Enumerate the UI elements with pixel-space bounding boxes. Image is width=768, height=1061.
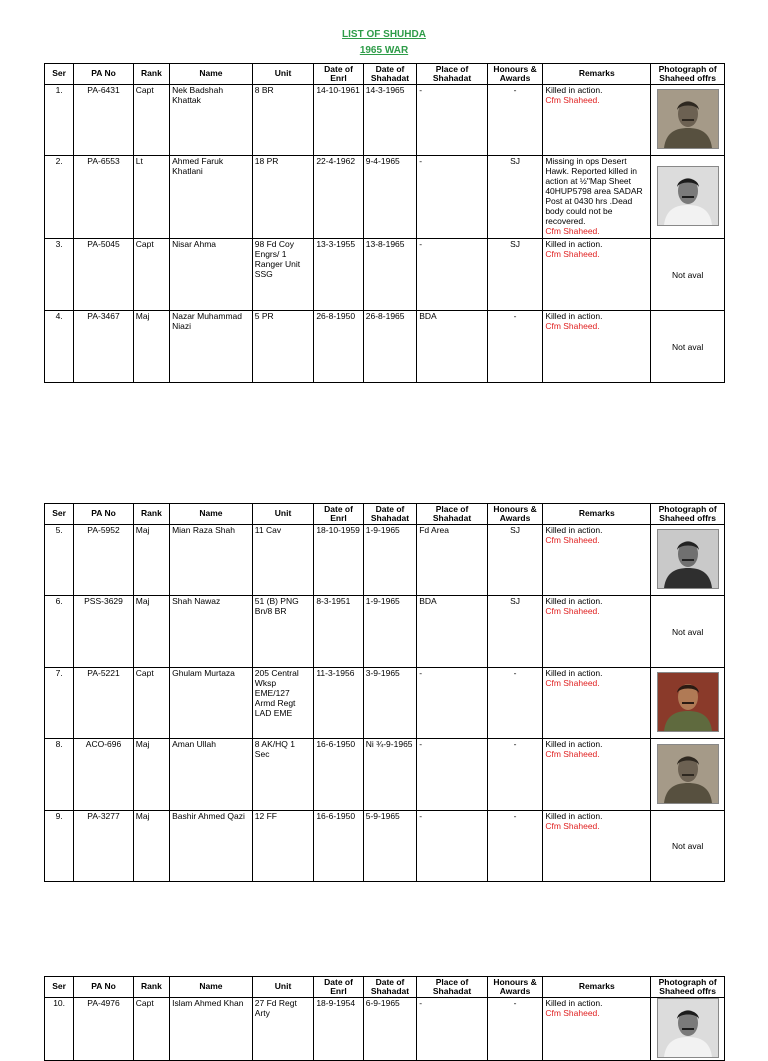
cell-photo	[651, 596, 725, 668]
cell-date-shahadat: 14-3-1965	[363, 85, 416, 156]
header-date-shahadat: Date of Shahadat	[363, 64, 416, 85]
cell-date-shahadat: 26-8-1965	[363, 311, 416, 383]
confirm-status: Cfm Shaheed.	[545, 535, 600, 545]
table-row	[45, 85, 725, 156]
cell-unit: 8 BR	[252, 85, 314, 156]
cell-pa-no: PA-5045	[74, 239, 134, 311]
confirm-status: Cfm Shaheed.	[545, 821, 600, 831]
confirm-status: Cfm Shaheed.	[545, 678, 600, 688]
header-pa-no: PA No	[74, 504, 134, 525]
cell-remarks	[543, 85, 651, 156]
cell-photo	[651, 156, 725, 239]
cell-photo	[651, 239, 725, 311]
cell-name: Bashir Ahmed Qazi	[170, 811, 253, 882]
confirm-status: Cfm Shaheed.	[545, 321, 600, 331]
header-unit: Unit	[252, 977, 314, 998]
cell-unit: 8 AK/HQ 1 Sec	[252, 739, 314, 811]
cell-photo	[651, 525, 725, 596]
cell-date-shahadat: 1-9-1965	[363, 596, 416, 668]
photo-sepia-officer-icon	[657, 89, 719, 149]
shuhda-table-2	[44, 503, 725, 882]
table-row	[45, 156, 725, 239]
cell-unit: 27 Fd Regt Arty	[252, 998, 314, 1061]
header-unit: Unit	[252, 504, 314, 525]
cell-name: Islam Ahmed Khan	[170, 998, 253, 1061]
confirm-status: Cfm Shaheed.	[545, 749, 600, 759]
header-honours: Honours & Awards	[487, 977, 542, 998]
cell-ser: 8.	[45, 739, 74, 811]
cell-remarks	[543, 525, 651, 596]
cell-name: Nazar Muhammad Niazi	[170, 311, 253, 383]
cell-honours: -	[487, 668, 542, 739]
cell-ser: 4.	[45, 311, 74, 383]
header-rank: Rank	[133, 504, 169, 525]
cell-unit: 18 PR	[252, 156, 314, 239]
cell-unit: 205 Central Wksp EME/127 Armd Regt LAD EME	[252, 668, 314, 739]
cell-rank: Maj	[133, 596, 169, 668]
cell-name: Mian Raza Shah	[170, 525, 253, 596]
cell-ser: 6.	[45, 596, 74, 668]
remarks-text: Killed in action.	[545, 525, 603, 535]
header-photo: Photograph of Shaheed offrs	[651, 504, 725, 525]
confirm-status: Cfm Shaheed.	[545, 226, 600, 236]
cell-date-enrl: 22-4-1962	[314, 156, 363, 239]
remarks-text: Missing in ops Desert Hawk. Reported killed in action at ½"Map Sheet 40HUP5798 area SADAR Post at 0430 hrs .Dead body could not be recovered.	[545, 156, 643, 226]
remarks-text: Killed in action.	[545, 311, 603, 321]
cell-remarks	[543, 739, 651, 811]
header-pa-no: PA No	[74, 977, 134, 998]
table-row	[45, 525, 725, 596]
photo-sepia-officer-icon	[657, 744, 719, 804]
cell-date-enrl: 11-3-1956	[314, 668, 363, 739]
cell-ser: 7.	[45, 668, 74, 739]
cell-pa-no: PA-3277	[74, 811, 134, 882]
header-unit: Unit	[252, 64, 314, 85]
cell-pa-no: PSS-3629	[74, 596, 134, 668]
cell-place: BDA	[417, 596, 488, 668]
header-pa-no: PA No	[74, 64, 134, 85]
remarks-text: Killed in action.	[545, 596, 603, 606]
cell-pa-no: PA-6431	[74, 85, 134, 156]
cell-date-enrl: 13-3-1955	[314, 239, 363, 311]
cell-ser: 5.	[45, 525, 74, 596]
cell-date-enrl: 16-6-1950	[314, 811, 363, 882]
cell-place: -	[417, 998, 488, 1061]
shuhda-table-1	[44, 63, 725, 383]
cell-date-enrl: 16-6-1950	[314, 739, 363, 811]
cell-unit: 51 (B) PNG Bn/8 BR	[252, 596, 314, 668]
cell-remarks	[543, 311, 651, 383]
cell-date-enrl: 18-10-1959	[314, 525, 363, 596]
confirm-status: Cfm Shaheed.	[545, 1008, 600, 1018]
table-row	[45, 998, 725, 1061]
header-ser: Ser	[45, 64, 74, 85]
remarks-text: Killed in action.	[545, 239, 603, 249]
cell-place: -	[417, 811, 488, 882]
header-remarks: Remarks	[543, 977, 651, 998]
cell-place: BDA	[417, 311, 488, 383]
cell-rank: Maj	[133, 811, 169, 882]
cell-place: -	[417, 85, 488, 156]
cell-name: Shah Nawaz	[170, 596, 253, 668]
header-place-shahadat: Place of Shahadat	[417, 64, 488, 85]
cell-rank: Capt	[133, 998, 169, 1061]
cell-photo	[651, 739, 725, 811]
cell-pa-no: PA-6553	[74, 156, 134, 239]
photo-not-available: Not aval	[672, 626, 704, 637]
table-row	[45, 239, 725, 311]
cell-remarks	[543, 596, 651, 668]
header-date-enrl: Date of Enrl	[314, 64, 363, 85]
header-rank: Rank	[133, 977, 169, 998]
photo-bw-officer-cap-icon	[657, 529, 719, 589]
cell-photo	[651, 998, 725, 1061]
cell-rank: Capt	[133, 668, 169, 739]
header-photo: Photograph of Shaheed offrs	[651, 64, 725, 85]
cell-date-shahadat: 9-4-1965	[363, 156, 416, 239]
photo-bw-officer-icon	[657, 166, 719, 226]
cell-ser: 9.	[45, 811, 74, 882]
table-row	[45, 311, 725, 383]
photo-color-officer-icon	[657, 672, 719, 732]
remarks-text: Killed in action.	[545, 739, 603, 749]
photo-not-available: Not aval	[672, 841, 704, 851]
cell-ser: 1.	[45, 85, 74, 156]
remarks-text: Killed in action.	[545, 998, 603, 1008]
cell-date-enrl: 14-10-1961	[314, 85, 363, 156]
cell-photo	[651, 668, 725, 739]
cell-date-shahadat: Ni ¾-9-1965	[363, 739, 416, 811]
cell-rank: Capt	[133, 85, 169, 156]
table-row	[45, 739, 725, 811]
header-honours: Honours & Awards	[487, 64, 542, 85]
cell-pa-no: PA-3467	[74, 311, 134, 383]
cell-place: -	[417, 156, 488, 239]
cell-place: -	[417, 668, 488, 739]
page-title: LIST OF SHUHDA	[342, 29, 426, 40]
header-ser: Ser	[45, 504, 74, 525]
remarks-text: Killed in action.	[545, 668, 603, 678]
cell-honours: -	[487, 739, 542, 811]
cell-pa-no: PA-5952	[74, 525, 134, 596]
cell-rank: Maj	[133, 525, 169, 596]
table-row	[45, 811, 725, 882]
cell-date-enrl: 26-8-1950	[314, 311, 363, 383]
confirm-status: Cfm Shaheed.	[545, 249, 600, 259]
header-name: Name	[170, 64, 253, 85]
cell-name: Ghulam Murtaza	[170, 668, 253, 739]
cell-honours: SJ	[487, 596, 542, 668]
cell-unit: 98 Fd Coy Engrs/ 1 Ranger Unit SSG	[252, 239, 314, 311]
cell-rank: Capt	[133, 239, 169, 311]
table-row	[45, 596, 725, 668]
cell-name: Nisar Ahma	[170, 239, 253, 311]
header-name: Name	[170, 977, 253, 998]
cell-photo	[651, 85, 725, 156]
cell-date-shahadat: 1-9-1965	[363, 525, 416, 596]
cell-rank: Lt	[133, 156, 169, 239]
cell-remarks	[543, 668, 651, 739]
header-honours: Honours & Awards	[487, 504, 542, 525]
cell-remarks	[543, 156, 651, 239]
cell-honours: SJ	[487, 239, 542, 311]
cell-honours: -	[487, 998, 542, 1061]
cell-name: Nek Badshah Khattak	[170, 85, 253, 156]
header-place-shahadat: Place of Shahadat	[417, 504, 488, 525]
cell-date-shahadat: 5-9-1965	[363, 811, 416, 882]
cell-remarks	[543, 998, 651, 1061]
cell-rank: Maj	[133, 311, 169, 383]
remarks-text: Killed in action.	[545, 811, 603, 821]
cell-date-shahadat: 13-8-1965	[363, 239, 416, 311]
cell-ser: 10.	[45, 998, 74, 1061]
cell-place: Fd Area	[417, 525, 488, 596]
header-date-enrl: Date of Enrl	[314, 977, 363, 998]
cell-unit: 12 FF	[252, 811, 314, 882]
confirm-status: Cfm Shaheed.	[545, 606, 600, 616]
confirm-status: Cfm Shaheed.	[545, 95, 600, 105]
header-remarks: Remarks	[543, 504, 651, 525]
cell-honours: -	[487, 85, 542, 156]
remarks-text: Killed in action.	[545, 85, 603, 95]
header-ser: Ser	[45, 977, 74, 998]
header-photo: Photograph of Shaheed offrs	[651, 977, 725, 998]
cell-name: Ahmed Faruk Khatlani	[170, 156, 253, 239]
cell-honours: -	[487, 811, 542, 882]
cell-pa-no: ACO-696	[74, 739, 134, 811]
cell-rank: Maj	[133, 739, 169, 811]
header-name: Name	[170, 504, 253, 525]
cell-honours: SJ	[487, 156, 542, 239]
cell-place: -	[417, 239, 488, 311]
cell-unit: 11 Cav	[252, 525, 314, 596]
cell-unit: 5 PR	[252, 311, 314, 383]
cell-place: -	[417, 739, 488, 811]
cell-ser: 2.	[45, 156, 74, 239]
cell-photo	[651, 311, 725, 383]
header-rank: Rank	[133, 64, 169, 85]
cell-date-shahadat: 6-9-1965	[363, 998, 416, 1061]
cell-date-enrl: 8-3-1951	[314, 596, 363, 668]
header-date-shahadat: Date of Shahadat	[363, 504, 416, 525]
page-subtitle: 1965 WAR	[359, 45, 409, 56]
photo-not-available: Not aval	[672, 341, 704, 352]
cell-name: Aman Ullah	[170, 739, 253, 811]
cell-pa-no: PA-4976	[74, 998, 134, 1061]
cell-honours: -	[487, 311, 542, 383]
cell-photo	[651, 811, 725, 882]
photo-bw-officer-icon	[657, 998, 719, 1058]
shuhda-table-3	[44, 976, 725, 1061]
header-remarks: Remarks	[543, 64, 651, 85]
header-date-shahadat: Date of Shahadat	[363, 977, 416, 998]
cell-ser: 3.	[45, 239, 74, 311]
cell-pa-no: PA-5221	[74, 668, 134, 739]
cell-date-enrl: 18-9-1954	[314, 998, 363, 1061]
table-row	[45, 668, 725, 739]
header-place-shahadat: Place of Shahadat	[417, 977, 488, 998]
cell-date-shahadat: 3-9-1965	[363, 668, 416, 739]
photo-not-available: Not aval	[672, 269, 704, 280]
cell-honours: SJ	[487, 525, 542, 596]
cell-remarks	[543, 239, 651, 311]
cell-remarks	[543, 811, 651, 882]
header-date-enrl: Date of Enrl	[314, 504, 363, 525]
